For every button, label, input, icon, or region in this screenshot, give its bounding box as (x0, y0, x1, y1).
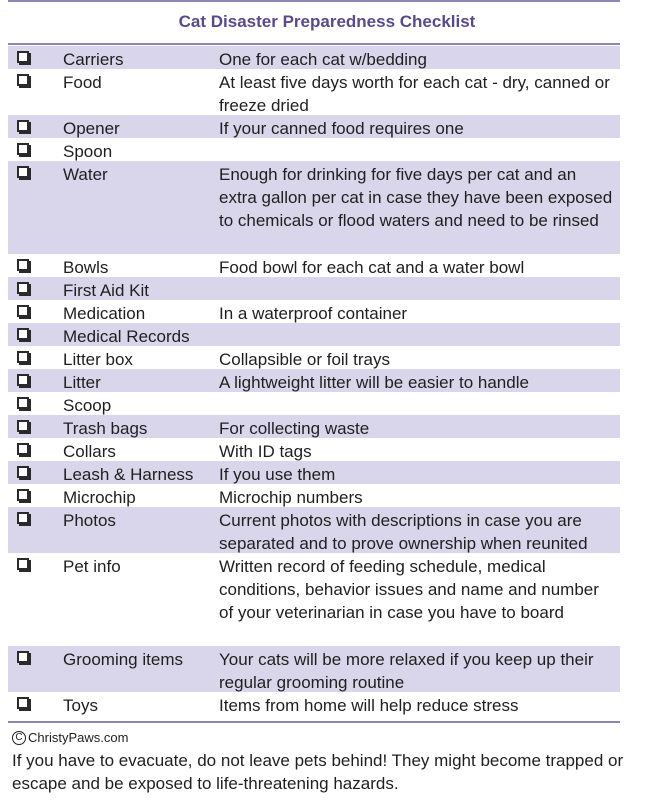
table-row (8, 115, 620, 138)
item-name: Water (63, 165, 108, 184)
item-name: Trash bags (63, 419, 148, 438)
table-row (8, 346, 620, 369)
checkbox-icon[interactable] (17, 489, 29, 501)
item-description: Your cats will be more relaxed if you keep up their regular grooming routine (219, 650, 594, 692)
item-description: In a waterproof container (219, 304, 408, 323)
item-name: Spoon (63, 142, 113, 161)
item-name: Collars (63, 442, 116, 461)
table-row (8, 323, 620, 346)
item-name: Bowls (63, 258, 109, 277)
evacuation-note: If you have to evacuate, do not leave pets behind! They might become trapped or escape and be exposed to life-threatening hazards. (12, 751, 624, 793)
checkbox-icon[interactable] (17, 74, 29, 86)
checkbox-icon[interactable] (17, 351, 29, 363)
item-name: Carriers (63, 50, 124, 69)
checkbox-icon[interactable] (17, 558, 29, 570)
page-title: Cat Disaster Preparedness Checklist (178, 12, 476, 31)
table-row (8, 254, 620, 277)
checkbox-icon[interactable] (17, 120, 29, 132)
table-row (8, 138, 620, 161)
item-name: Grooming items (63, 650, 183, 669)
table-row (8, 46, 620, 69)
item-description: For collecting waste (219, 419, 370, 438)
item-name: Pet info (63, 557, 121, 576)
item-name: Medical Records (63, 327, 190, 346)
checkbox-icon[interactable] (17, 305, 29, 317)
item-description: Items from home will help reduce stress (219, 696, 519, 715)
item-description: Enough for drinking for five days per cat and an extra gallon per cat in case they have been exposed to chemicals or flood waters and need to be rinsed (219, 165, 613, 230)
item-description: At least five days worth for each cat - dry, canned or freeze dried (219, 73, 610, 115)
checkbox-icon[interactable] (17, 397, 29, 409)
item-description: Written record of feeding schedule, medical conditions, behavior issues and name and number of your veterinarian in case you have to board (219, 557, 599, 622)
item-name: Microchip (63, 488, 136, 507)
checkbox-icon[interactable] (17, 651, 29, 663)
table-row (8, 277, 620, 300)
table-row (8, 415, 620, 438)
checkbox-icon[interactable] (17, 328, 29, 340)
checkbox-icon[interactable] (17, 51, 29, 63)
item-name: First Aid Kit (63, 281, 149, 300)
item-description: If your canned food requires one (219, 119, 464, 138)
item-name: Litter (63, 373, 101, 392)
checkbox-icon[interactable] (17, 443, 29, 455)
table-row (8, 461, 620, 484)
table-row (8, 161, 620, 254)
table-row (8, 646, 620, 692)
checkbox-icon[interactable] (17, 143, 29, 155)
item-description: With ID tags (219, 442, 312, 461)
item-name: Medication (63, 304, 146, 323)
footer-brand (12, 730, 128, 745)
table-row (8, 392, 620, 415)
item-name: Food (63, 73, 102, 92)
checkbox-icon[interactable] (17, 282, 29, 294)
checklist-table (8, 46, 620, 715)
item-description: One for each cat w/bedding (219, 50, 427, 69)
item-name: Leash & Harness (63, 465, 194, 484)
item-name: Opener (63, 119, 120, 138)
checkbox-icon[interactable] (17, 374, 29, 386)
table-row (8, 484, 620, 507)
item-description: If you use them (219, 465, 336, 484)
brand-name: ChristyPaws.com (28, 730, 129, 745)
table-row (8, 507, 620, 553)
header-rule (8, 43, 620, 45)
checkbox-icon[interactable] (17, 259, 29, 271)
table-row (8, 369, 620, 392)
table-row (8, 692, 620, 715)
item-name: Photos (63, 511, 116, 530)
checkbox-icon[interactable] (17, 512, 29, 524)
item-description: Collapsible or foil trays (219, 350, 391, 369)
checkbox-icon[interactable] (17, 166, 29, 178)
item-description: A lightweight litter will be easier to handle (219, 373, 529, 392)
table-row (8, 438, 620, 461)
item-name: Litter box (63, 350, 133, 369)
table-row (8, 553, 620, 646)
checkbox-icon[interactable] (17, 420, 29, 432)
item-name: Toys (63, 696, 98, 715)
top-rule (8, 0, 620, 2)
bottom-rule (8, 721, 620, 723)
table-row (8, 300, 620, 323)
table-row (8, 69, 620, 115)
checkbox-icon[interactable] (17, 697, 29, 709)
item-description: Microchip numbers (219, 488, 363, 507)
item-description: Food bowl for each cat and a water bowl (219, 258, 525, 277)
copyright-icon: C (12, 731, 26, 745)
checkbox-icon[interactable] (17, 466, 29, 478)
item-description: Current photos with descriptions in case you are separated and to prove ownership when reunited (219, 511, 588, 553)
item-name: Scoop (63, 396, 112, 415)
